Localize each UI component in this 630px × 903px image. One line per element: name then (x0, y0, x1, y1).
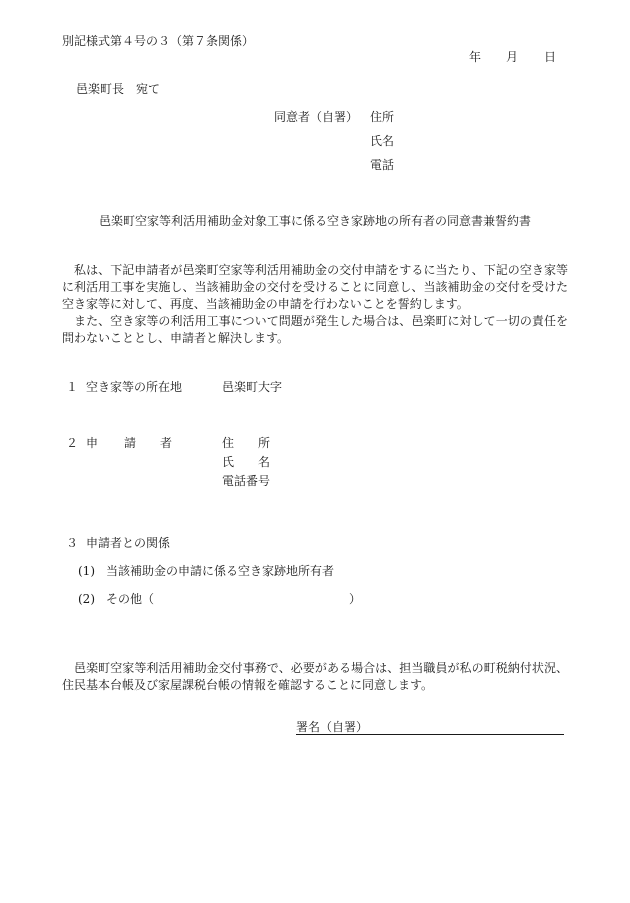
item1-value: 邑楽町大字 (222, 380, 283, 394)
signature-label: 署名（自署） (296, 720, 369, 734)
addressee: 邑楽町長 宛て (76, 82, 161, 96)
relation-option-2-close: ） (349, 592, 362, 606)
applicant-address-char: 住 (222, 436, 235, 450)
pledge-paragraph-2: また、空き家等の利活用工事について問題が発生した場合は、邑楽町に対して一切の責任を問わないこととし、申請者と解決します。 (62, 314, 568, 345)
item3-label: 申請者との関係 (86, 536, 171, 550)
document-title: 邑楽町空家等利活用補助金対象工事に係る空き家跡地の所有者の同意書兼誓約書 (98, 214, 531, 228)
form-number: 別記様式第４号の３（第７条関係） (62, 34, 255, 48)
signature-line (296, 734, 564, 735)
relation-option-1-number: (1) (78, 564, 95, 578)
item2-number: ２ (66, 436, 79, 450)
item2-label-char: 請 (124, 436, 137, 450)
item1-number: １ (66, 380, 79, 394)
date-month-label: 月 (506, 50, 519, 64)
relation-option-2-text: その他（ (106, 592, 155, 606)
item1-label: 空き家等の所在地 (86, 380, 183, 394)
consenter-address-label: 住所 (370, 110, 395, 124)
date-year-label: 年 (469, 50, 482, 64)
consent-paragraph: 邑楽町空家等利活用補助金交付事務で、必要がある場合は、担当職員が私の町税納付状況、住民基本台帳及び家屋課税台帳の情報を確認することに同意します。 (62, 661, 568, 692)
pledge-paragraph-1: 私は、下記申請者が邑楽町空家等利活用補助金の交付申請をするに当たり、下記の空き家等に利活用工事を実施し、当該補助金の交付を受けることに同意し、当該補助金の交付を受けた空き家等に対して、再度、当該補助金の申請を行わないことを誓約します。 (62, 263, 568, 311)
item2-label-char: 者 (160, 436, 173, 450)
relation-option-1-text: 当該補助金の申請に係る空き家跡地所有者 (106, 564, 335, 578)
item3-number: ３ (66, 536, 79, 550)
applicant-phone-label: 電話番号 (222, 474, 271, 488)
consenter-phone-label: 電話 (370, 158, 395, 172)
applicant-name-char: 名 (258, 455, 271, 469)
consenter-label: 同意者（自署） (274, 110, 359, 124)
relation-option-2-number: (2) (78, 592, 95, 606)
date-day-label: 日 (544, 50, 557, 64)
consenter-name-label: 氏名 (370, 134, 395, 148)
applicant-name-char: 氏 (222, 455, 235, 469)
applicant-address-char: 所 (258, 436, 271, 450)
item2-label-char: 申 (86, 436, 99, 450)
